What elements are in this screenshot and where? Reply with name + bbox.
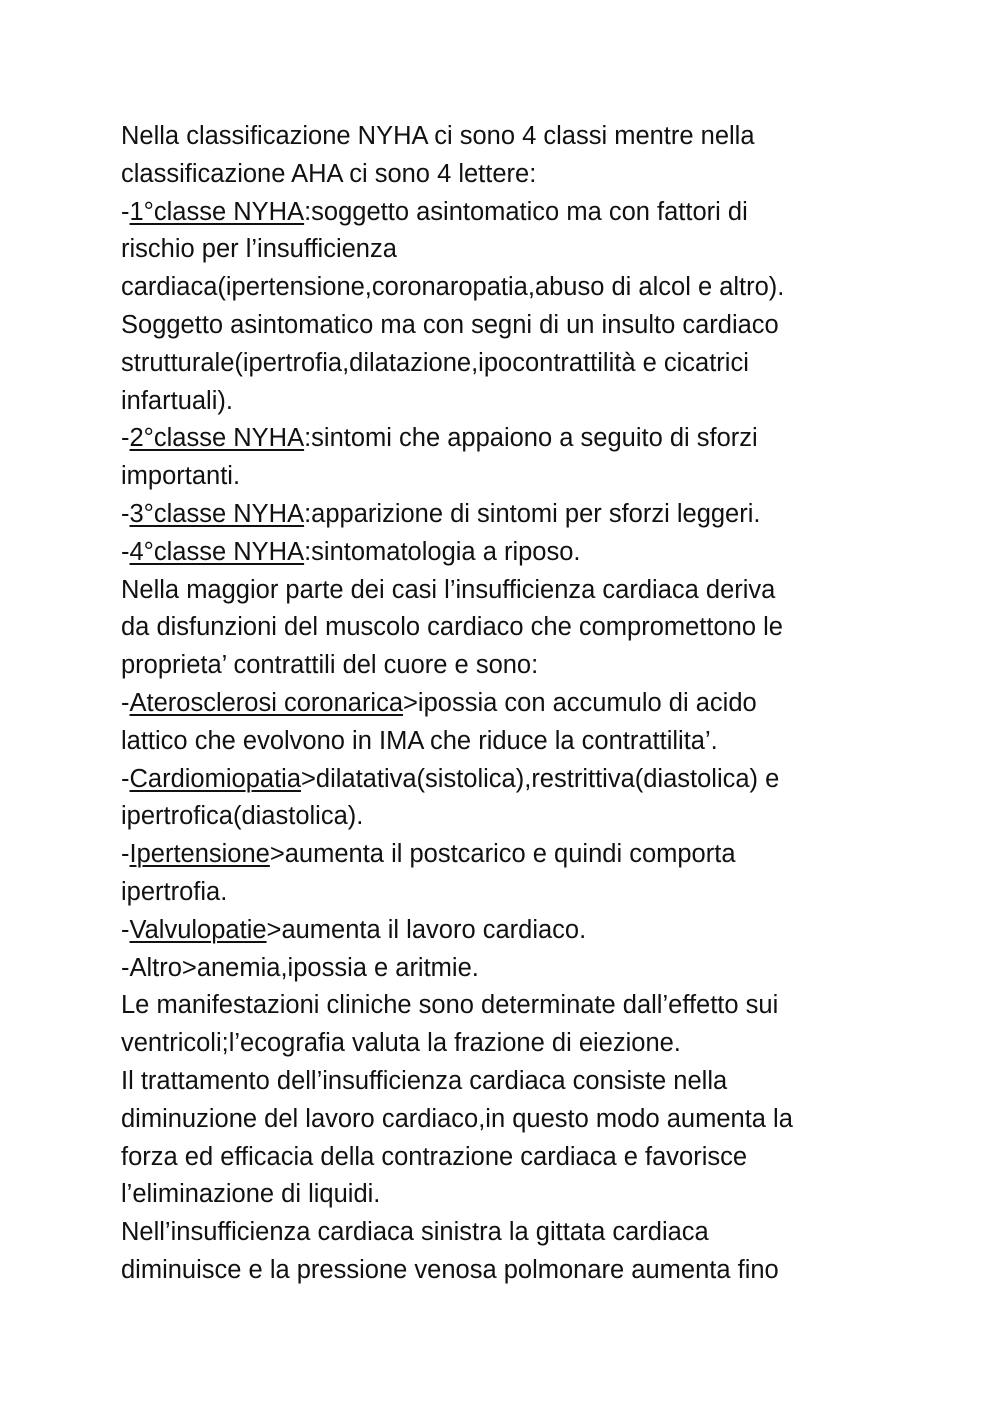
text-line: proprieta’ contrattili del cuore e sono: xyxy=(121,651,539,680)
text-line: -3°classe NYHA:apparizione di sintomi per sforzi leggeri. xyxy=(121,499,761,528)
document-body-text xyxy=(121,118,901,1290)
text-line: Nella maggior parte dei casi l’insufficienza cardiaca deriva xyxy=(121,575,776,604)
text-line: cardiaca(ipertensione,coronaropatia,abuso di alcol e altro). xyxy=(121,273,785,302)
text-line: -Aterosclerosi coronarica>ipossia con accumulo di acido xyxy=(121,688,757,717)
text-line: Le manifestazioni cliniche sono determinate dall’effetto sui xyxy=(121,991,779,1020)
text-line: -4°classe NYHA:sintomatologia a riposo. xyxy=(121,537,581,566)
text-line: importanti. xyxy=(121,462,241,491)
text-line: -1°classe NYHA:soggetto asintomatico ma con fattori di xyxy=(121,197,748,226)
underlined-term: Cardiomiopatia xyxy=(129,764,302,793)
underlined-term: 3°classe NYHA xyxy=(129,499,305,528)
underlined-term: 2°classe NYHA xyxy=(129,424,305,453)
text-line: -Valvulopatie>aumenta il lavoro cardiaco. xyxy=(121,915,587,944)
text-line: infartuali). xyxy=(121,386,233,415)
text-line: lattico che evolvono in IMA che riduce la contrattilita’. xyxy=(121,726,718,755)
text-line: -Ipertensione>aumenta il postcarico e quindi comporta xyxy=(121,840,736,869)
text-line: strutturale(ipertrofia,dilatazione,ipocontrattilità e cicatrici xyxy=(121,348,749,377)
underlined-term: 4°classe NYHA xyxy=(129,537,305,566)
text-line: -Cardiomiopatia>dilatativa(sistolica),restrittiva(diastolica) e xyxy=(121,764,780,793)
underlined-term: Valvulopatie xyxy=(129,915,267,944)
text-line: forza ed efficacia della contrazione cardiaca e favorisce xyxy=(121,1142,748,1171)
underlined-term: 1°classe NYHA xyxy=(129,197,305,226)
text-line: rischio per l’insufficienza xyxy=(121,235,397,264)
text-line: Soggetto asintomatico ma con segni di un insulto cardiaco xyxy=(121,310,779,339)
underlined-term: Ipertensione xyxy=(129,840,270,869)
text-line: Nell’insufficienza cardiaca sinistra la gittata cardiaca xyxy=(121,1218,709,1247)
text-line: -Altro>anemia,ipossia e aritmie. xyxy=(121,953,479,982)
text-line: Nella classificazione NYHA ci sono 4 classi mentre nella xyxy=(121,122,755,150)
text-line: ipertrofica(diastolica). xyxy=(121,802,364,831)
underlined-term: Aterosclerosi coronarica xyxy=(129,688,404,717)
text-line: diminuzione del lavoro cardiaco,in questo modo aumenta la xyxy=(121,1104,793,1133)
text-line: classificazione AHA ci sono 4 lettere: xyxy=(121,159,537,188)
text-line: ventricoli;l’ecografia valuta la frazione di eiezione. xyxy=(121,1029,681,1058)
text-line: Il trattamento dell’insufficienza cardiaca consiste nella xyxy=(121,1066,728,1095)
text-line: diminuisce e la pressione venosa polmonare aumenta fino xyxy=(121,1255,779,1284)
text-line: ipertrofia. xyxy=(121,877,228,906)
text-line: -2°classe NYHA:sintomi che appaiono a seguito di sforzi xyxy=(121,424,758,453)
text-line: l’eliminazione di liquidi. xyxy=(121,1180,381,1209)
text-line: da disfunzioni del muscolo cardiaco che compromettono le xyxy=(121,613,783,642)
